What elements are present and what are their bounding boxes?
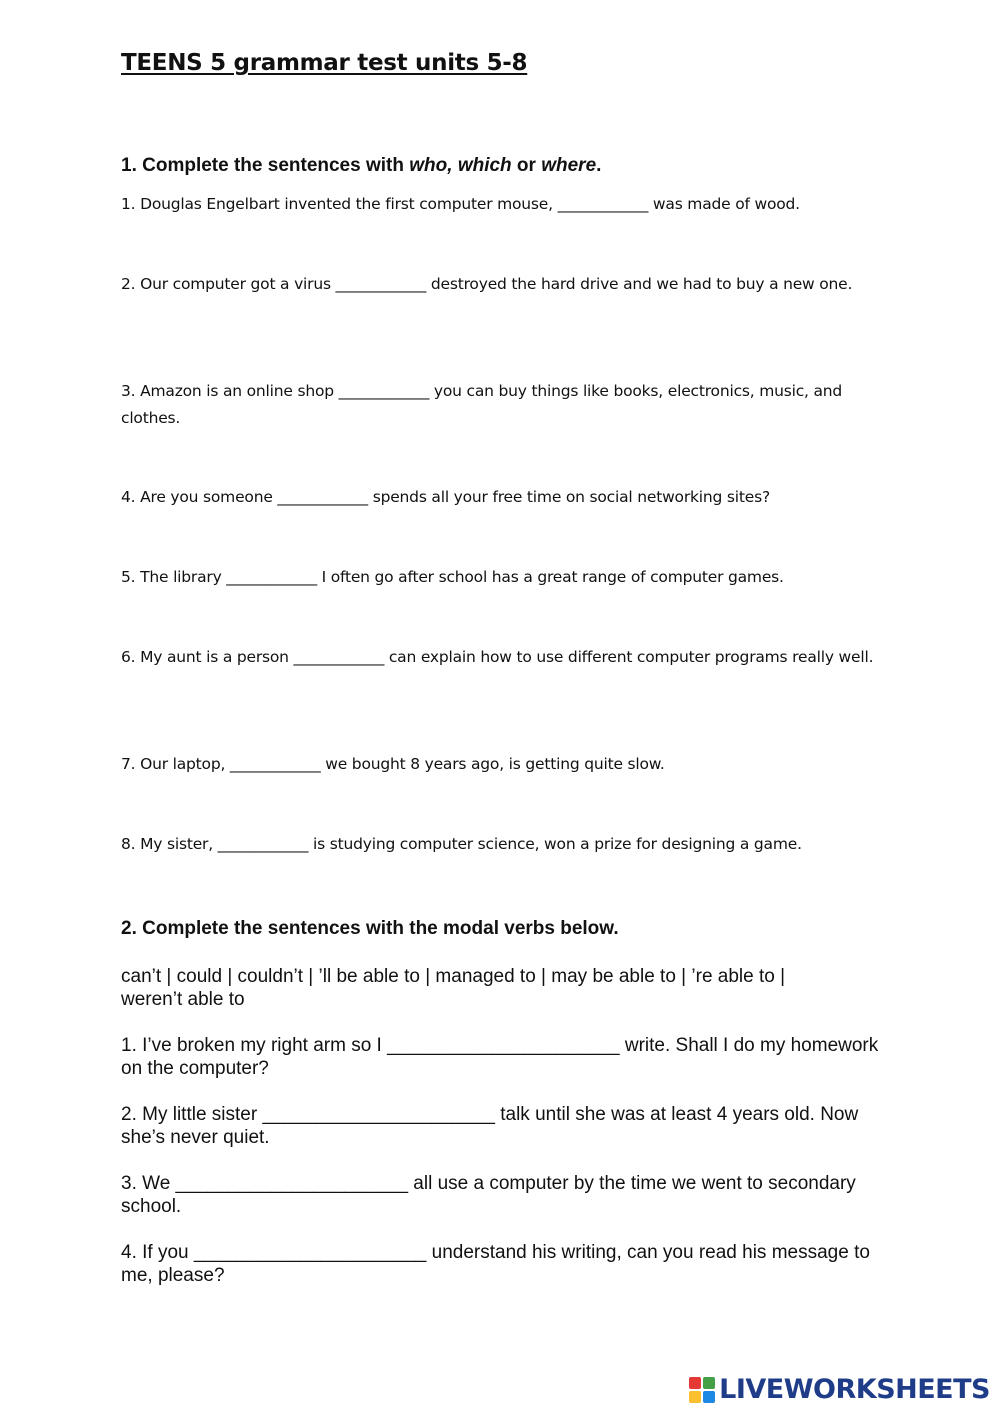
section-1-item-4: 4. Are you someone ____________ spends all your free time on social networking sites? <box>121 488 770 506</box>
logo-square <box>703 1377 715 1389</box>
section-1-item-7: 7. Our laptop, ____________ we bought 8 years ago, is getting quite slow. <box>121 755 665 773</box>
section-2-item-4: 4. If you ______________________ understand his writing, can you read his message to me, please? <box>121 1242 870 1286</box>
section-1-heading-or: or <box>511 155 542 176</box>
page-title: TEENS 5 grammar test units 5-8 <box>121 50 528 76</box>
section-2-item-2: 2. My little sister ______________________ talk until she was at least 4 years old. Now she’s never quiet. <box>121 1104 859 1148</box>
liveworksheets-logo-icon <box>689 1377 715 1403</box>
section-1-item-5: 5. The library ____________ I often go after school has a great range of computer games. <box>121 568 784 586</box>
section-1-item-3: 3. Amazon is an online shop ____________ you can buy things like books, electronics, music, and clothes. <box>121 382 843 427</box>
liveworksheets-wordmark: LIVEWORKSHEETS <box>719 1374 990 1405</box>
section-1-heading-who: who, <box>409 155 453 176</box>
section-1-item-6: 6. My aunt is a person ____________ can explain how to use different computer programs really well. <box>121 648 874 666</box>
logo-square <box>689 1377 701 1389</box>
logo-square <box>689 1391 701 1403</box>
modal-verbs-word-bank: can’t | could | couldn’t | ’ll be able to | managed to | may be able to | ’re able to | weren’t able to <box>121 966 786 1010</box>
section-1-heading <box>121 155 601 177</box>
section-2-item-1: 1. I’ve broken my right arm so I ______________________ write. Shall I do my homework on the computer? <box>121 1035 879 1079</box>
section-1-heading-where: where <box>541 155 597 176</box>
section-1-item-1: 1. Douglas Engelbart invented the first computer mouse, ____________ was made of wood. <box>121 195 800 213</box>
logo-square <box>703 1391 715 1403</box>
section-1-item-2: 2. Our computer got a virus ____________ destroyed the hard drive and we had to buy a new one. <box>121 275 853 293</box>
section-1-heading-which: which <box>457 155 512 176</box>
section-1-heading-prefix: 1. Complete the sentences with <box>121 155 410 176</box>
section-1-item-8: 8. My sister, ____________ is studying computer science, won a prize for designing a game. <box>121 835 802 853</box>
section-2-item-3: 3. We ______________________ all use a computer by the time we went to secondary school. <box>121 1173 856 1217</box>
section-1-heading-end: . <box>596 155 602 176</box>
liveworksheets-brand <box>689 1374 990 1405</box>
section-2-heading: 2. Complete the sentences with the modal verbs below. <box>121 918 619 939</box>
